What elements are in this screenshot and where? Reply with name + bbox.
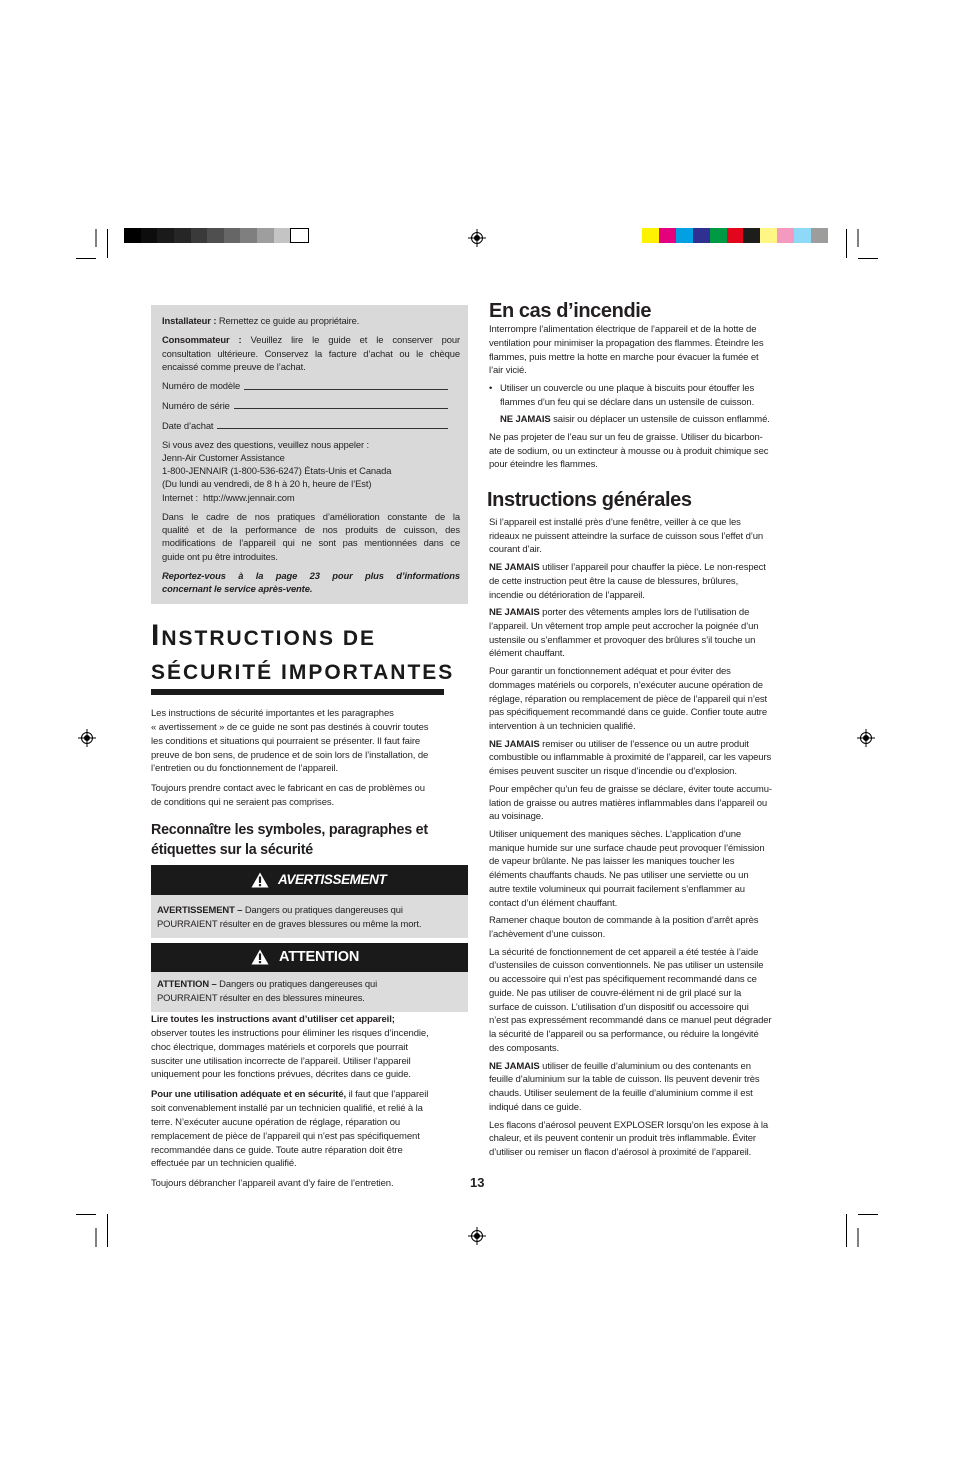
text-line bbox=[489, 738, 809, 752]
general-heading: Instructions générales bbox=[487, 488, 692, 511]
text-line: terre. N’exécuter aucune opération de réglage, réparation ou bbox=[151, 1116, 401, 1128]
grayscale-bar bbox=[124, 228, 309, 243]
gray-swatch bbox=[274, 228, 291, 243]
model-number-field bbox=[162, 379, 448, 392]
text-line: élément chauffant. bbox=[489, 648, 565, 660]
text-line: encaissé comme preuve de l’achat. bbox=[162, 360, 306, 372]
warning-label: AVERTISSEMENT bbox=[278, 872, 387, 887]
text-line: manique humide sur une surface chaude peut provoquer l’émission bbox=[489, 842, 765, 854]
caution-signal-bar bbox=[151, 943, 468, 972]
text-line bbox=[489, 1060, 809, 1074]
color-swatch bbox=[710, 228, 727, 243]
bold-lead: NE JAMAIS bbox=[489, 607, 540, 619]
text-line: les conditions et situations qui pourraient se présenter. Il faut faire bbox=[151, 735, 421, 747]
color-swatch bbox=[811, 228, 828, 243]
info-box-top bbox=[162, 314, 460, 373]
general-safety-left bbox=[151, 1013, 468, 1191]
title-line: SÉCURITÉ IMPORTANTES bbox=[151, 661, 455, 684]
bold-lead: Installateur : bbox=[162, 315, 217, 326]
text-line: dommages matériels ou corporels, n’exécuter aucune opération de bbox=[489, 679, 763, 691]
paragraph bbox=[489, 323, 809, 378]
text-line: pour éteindre les flammes. bbox=[489, 459, 598, 471]
text-line: l’appareil. Un vêtement trop ample peut accrocher la poignée d’un bbox=[489, 620, 759, 632]
text-line: Si l’appareil est installé près d’une fenêtre, veiller à ce que les bbox=[489, 516, 741, 528]
blank-line bbox=[217, 419, 448, 429]
text-line: incendie ou détérioration de l’appareil. bbox=[489, 589, 645, 601]
text-line bbox=[151, 1013, 468, 1027]
gray-swatch bbox=[240, 228, 257, 243]
text-line: rideaux ne puissent atteindre la surface de cuisson sous l’effet d’un bbox=[489, 530, 764, 542]
purchase-fields bbox=[162, 379, 448, 431]
text-line: Toujours prendre contact avec le fabricant en cas de problèmes ou bbox=[151, 783, 425, 795]
bold-lead: NE JAMAIS bbox=[489, 1060, 540, 1072]
text-line: observer toutes les instructions pour éliminer les risques d’incendie, bbox=[151, 1027, 429, 1039]
gray-swatch bbox=[141, 228, 158, 243]
registration-mark-left bbox=[78, 729, 96, 747]
text-line: susciter une utilisation incorrecte de l’appareil. Utiliser l’appareil bbox=[151, 1055, 411, 1067]
registration-mark-right bbox=[857, 729, 875, 747]
section-heading bbox=[151, 820, 428, 860]
text-line: de conditions qui ne seraient pas comprises. bbox=[151, 797, 335, 809]
text-line: 1-800-JENNAIR (1-800-536-6247) États-Unis et Canada bbox=[162, 465, 392, 477]
text-run: il faut que l’appareil bbox=[346, 1089, 429, 1101]
bold-lead: AVERTISSEMENT – bbox=[157, 904, 243, 915]
text-line: lation de graisse ou autres matières inflammables dans l’appareil ou bbox=[489, 797, 768, 809]
color-swatch bbox=[676, 228, 693, 243]
bold-lead: Pour une utilisation adéquate et en sécurité, bbox=[151, 1089, 347, 1101]
text-line: POURRAIENT résulter en des blessures mineures. bbox=[157, 992, 365, 1003]
text-line: preuve de bon sens, de prudence et de soin lors de l’installation, de bbox=[151, 749, 429, 761]
text-line: au voisinage. bbox=[489, 811, 544, 823]
text-line bbox=[151, 1088, 468, 1102]
field-label: Numéro de série bbox=[162, 399, 230, 411]
gray-swatch bbox=[207, 228, 224, 243]
color-swatch bbox=[693, 228, 710, 243]
text-line: Dans le cadre de nos pratiques d’amélioration constante de la bbox=[162, 510, 460, 522]
text-line: des composants. bbox=[489, 1042, 560, 1054]
paragraph bbox=[489, 1119, 809, 1160]
paragraph bbox=[489, 946, 809, 1056]
text-line: qualité et de la performance de nos produits de cuisson, des bbox=[162, 524, 460, 536]
text-line: surface de cuisson. L’utilisation d’un dispositif ou accessoire qui bbox=[489, 1001, 749, 1013]
bold-lead: Consommateur : bbox=[162, 334, 242, 346]
text-line: uniquement pour les fonctions prévues, décrites dans ce guide. bbox=[151, 1069, 411, 1081]
paragraph bbox=[151, 1088, 468, 1171]
paragraph bbox=[489, 561, 809, 602]
text-run: saisir ou déplacer un ustensile de cuisson enflammé. bbox=[550, 414, 770, 426]
text-line: ate de sodium, ou un extincteur à mousse ou à produit chimique sec bbox=[489, 445, 769, 457]
field-label: Date d’achat bbox=[162, 419, 214, 431]
title-line: INSTRUCTIONS DE bbox=[151, 619, 377, 652]
text-line: Pour empêcher qu’un feu de graisse se déclare, éviter toute accumu- bbox=[489, 783, 772, 795]
bold-lead: Lire toutes les instructions avant d’utiliser cet appareil; bbox=[151, 1014, 395, 1025]
paragraph bbox=[489, 738, 809, 779]
color-swatch bbox=[777, 228, 794, 243]
paragraph bbox=[489, 413, 809, 427]
text-line bbox=[162, 333, 460, 346]
page-number: 13 bbox=[470, 1175, 485, 1190]
text-line: flammes d’un feu qui se déclare dans un ustensile de cuisson. bbox=[500, 396, 755, 408]
text-run: utiliser l’appareil pour chauffer la pièce. Le non-respect bbox=[539, 562, 766, 573]
text-line: modifications de l’appareil qui ne sont pas mentionnées dans ce bbox=[162, 537, 460, 549]
text-line: réglage, réparation ou remplacement de pièce de l’appareil qui n’est bbox=[489, 693, 768, 705]
text-line: Si vous avez des questions, veuillez nous appeler : bbox=[162, 438, 370, 450]
text-line: ustensile ou s’enflammer et provoquer des brûlures s’il touche un bbox=[489, 634, 756, 646]
registration-mark-bottom bbox=[468, 1227, 486, 1245]
warning-triangle-icon bbox=[251, 949, 269, 965]
text-line: Utiliser uniquement des maniques sèches. L’application d’une bbox=[489, 828, 742, 840]
text-line: combustible ou inflammable à proximité de l’appareil, car les vapeurs bbox=[489, 752, 772, 764]
color-swatch bbox=[743, 228, 760, 243]
text-line: guide. Ne pas utiliser de couvre-élément ni de gril placé sur la bbox=[489, 987, 742, 999]
text-line: d’utiliser ou remiser un flacon d’aérosol à proximité de l’appareil. bbox=[489, 1147, 752, 1159]
text-line: ventilation pour minimiser la propagation des flammes. Éteindre les bbox=[489, 337, 764, 349]
text-line bbox=[162, 314, 460, 327]
text-line: Jenn-Air Customer Assistance bbox=[162, 451, 285, 463]
title-underline bbox=[151, 689, 444, 695]
text-line: Les instructions de sécurité importantes et les paragraphes bbox=[151, 708, 394, 719]
gray-swatch bbox=[191, 228, 208, 243]
text-run: remiser ou utiliser de l’essence ou un autre produit bbox=[539, 738, 749, 750]
text-run: porter des vêtements amples lors de l’utilisation de bbox=[539, 607, 750, 619]
color-swatch bbox=[642, 228, 659, 243]
text-line: n’est pas expressément recommandé dans ce manuel peut dégrader bbox=[489, 1015, 772, 1027]
paragraph bbox=[151, 707, 468, 776]
gray-swatch bbox=[157, 228, 174, 243]
text-line: Utiliser un couvercle ou une plaque à biscuits pour étouffer les bbox=[500, 382, 755, 394]
text-line: pas spécifiquement recommandé dans ce guide. Confier toute autre bbox=[489, 707, 768, 719]
field-label: Numéro de modèle bbox=[162, 380, 241, 392]
general-section bbox=[489, 516, 809, 1160]
text-line: Ne pas projeter de l’eau sur un feu de graisse. Utiliser du bicarbon- bbox=[489, 431, 763, 443]
text-line: émises peuvent susciter un risque d’incendie ou d’explosion. bbox=[489, 766, 737, 778]
text-line: Reportez-vous à la page 23 pour plus d’informations bbox=[162, 569, 460, 581]
paragraph bbox=[151, 782, 468, 810]
right-column bbox=[489, 300, 809, 1160]
paragraph bbox=[489, 665, 809, 734]
text-line: d’ustensiles de cuisson conventionnels. Ne pas utiliser un ustensile bbox=[489, 960, 764, 972]
text-line bbox=[157, 903, 468, 917]
intro-section bbox=[151, 707, 468, 810]
text-line: l’air vicié. bbox=[489, 365, 527, 377]
caution-description bbox=[151, 972, 468, 1012]
paragraph bbox=[489, 606, 809, 661]
paragraph bbox=[489, 783, 809, 824]
paragraph bbox=[162, 510, 460, 563]
blank-line bbox=[244, 379, 448, 389]
text-run: Dangers ou pratiques dangereuses qui bbox=[216, 978, 378, 989]
paragraph bbox=[489, 516, 809, 557]
text-line bbox=[500, 413, 809, 427]
paragraph bbox=[489, 828, 809, 911]
text-line: chaleur, et ils peuvent contenir un produit très inflammable. Éviter bbox=[489, 1133, 756, 1145]
purchase-date-field bbox=[162, 419, 448, 432]
text-line bbox=[157, 977, 468, 991]
text-line: Pour garantir un fonctionnement adéquat et pour éviter des bbox=[489, 666, 731, 678]
color-swatch bbox=[760, 228, 777, 243]
text-line: indiqué dans ce guide. bbox=[489, 1101, 582, 1113]
text-line: concernant le service après-vente. bbox=[162, 583, 313, 595]
text-run: utiliser de feuille d’aluminium ou des contenants en bbox=[539, 1060, 751, 1072]
info-box-bottom bbox=[162, 438, 460, 596]
text-line: contact d’un élément chauffant. bbox=[489, 897, 618, 909]
text-line bbox=[489, 561, 809, 575]
text-line bbox=[489, 606, 809, 620]
paragraph bbox=[162, 333, 460, 373]
paragraph bbox=[489, 914, 809, 942]
text-line: la sécurité de l’appareil ou sa performance, ou réduire la longévité bbox=[489, 1029, 759, 1041]
paragraph bbox=[489, 1060, 809, 1115]
text-line: Les flacons d’aérosol peuvent EXPLOSER lorsqu’on les expose à la bbox=[489, 1119, 769, 1131]
bold-lead: NE JAMAIS bbox=[489, 738, 540, 750]
warning-description bbox=[151, 895, 468, 938]
fire-heading: En cas d’incendie bbox=[489, 300, 652, 322]
text-line: consultation ultérieure. Conservez la facture d’achat ou le chèque bbox=[162, 347, 460, 359]
text-line: choc électrique, dommages matériels et corporels que pourrait bbox=[151, 1041, 408, 1053]
heading-line: étiquettes sur la sécurité bbox=[151, 842, 313, 858]
fire-section bbox=[489, 323, 809, 472]
gray-swatch bbox=[290, 228, 309, 243]
text-line: effectuée par un technicien qualifié. bbox=[151, 1158, 297, 1170]
paragraph bbox=[151, 1013, 468, 1082]
text-line: feuille d’aluminium sur la table de cuisson. Ils peuvent devenir très bbox=[489, 1074, 760, 1086]
text-line: ou accessoire qui n’est pas spécifiquement recommandé dans ce bbox=[489, 974, 757, 986]
gray-swatch bbox=[224, 228, 241, 243]
text-run: Veuillez lire le guide et le conserver pour bbox=[241, 334, 460, 346]
text-line: remplacement de pièce de l’appareil qui n’est pas spécifiquement bbox=[151, 1130, 420, 1142]
text-line: soit convenablement installé par un technicien qualifié, et relié à la bbox=[151, 1103, 423, 1115]
gray-swatch bbox=[124, 228, 141, 243]
gray-swatch bbox=[174, 228, 191, 243]
color-swatch bbox=[659, 228, 676, 243]
paragraph bbox=[162, 569, 460, 595]
color-swatch bbox=[794, 228, 811, 243]
text-line: La sécurité de fonctionnement de cet appareil a été testée à l’aide bbox=[489, 946, 759, 958]
text-line: Toujours débrancher l’appareil avant d’y faire de l’entretien. bbox=[151, 1178, 394, 1190]
info-box bbox=[151, 305, 468, 604]
color-swatch bbox=[727, 228, 744, 243]
page-title bbox=[151, 619, 454, 690]
paragraph bbox=[151, 1177, 468, 1191]
text-line: guide ont pu être introduites. bbox=[162, 550, 278, 562]
gray-swatch bbox=[257, 228, 274, 243]
text-line: flammes, puis mettre la hotte en marche pour évacuer la fumée et bbox=[489, 351, 759, 363]
text-line: de vapeur brûlante. Ne pas laisser les maniques toucher les bbox=[489, 856, 735, 868]
text-line: (Du lundi au vendredi, de 8 h à 20 h, heure de l’Est) bbox=[162, 478, 372, 490]
text-line: autre textile volumineux qui pourrait facilement s’enflammer au bbox=[489, 883, 745, 895]
text-line: l’entretien ou du fonctionnement de l’appareil. bbox=[151, 763, 339, 775]
warning-triangle-icon bbox=[251, 872, 269, 888]
text-line: Ramener chaque bouton de commande à la position d’arrêt après bbox=[489, 915, 759, 927]
heading-line: Reconnaître les symboles, paragraphes et bbox=[151, 822, 428, 838]
serial-number-field bbox=[162, 399, 448, 412]
paragraph bbox=[489, 431, 809, 472]
bold-lead: NE JAMAIS bbox=[489, 562, 540, 573]
bold-lead: ATTENTION – bbox=[157, 978, 217, 989]
text-line: éléments chauffants chauds. Ne pas utiliser une serviette ou un bbox=[489, 870, 749, 882]
text-line: Interrompre l’alimentation électrique de l’appareil et de la hotte de bbox=[489, 324, 757, 335]
paragraph bbox=[162, 314, 460, 327]
text-line: Internet : http://www.jennair.com bbox=[162, 491, 295, 503]
color-calibration-bar bbox=[642, 228, 828, 243]
bold-lead: NE JAMAIS bbox=[500, 414, 551, 426]
warning-signal-bar bbox=[151, 865, 468, 895]
text-line: chauds. Utiliser seulement de la feuille d’aluminium comme il est bbox=[489, 1088, 753, 1100]
text-line: l’achèvement d’une cuisson. bbox=[489, 929, 606, 941]
blank-line bbox=[234, 399, 448, 409]
caution-label: ATTENTION bbox=[279, 949, 360, 965]
text-line: « avertissement » de ce guide ne sont pas destinés à couvrir toutes bbox=[151, 721, 429, 733]
text-run: Remettez ce guide au propriétaire. bbox=[216, 315, 360, 326]
text-line: POURRAIENT résulter en de graves blessures ou même la mort. bbox=[157, 918, 422, 929]
text-line: intervention à un technicien qualifié. bbox=[489, 721, 636, 733]
text-line: recommandée dans ce guide. Toute autre réparation doit être bbox=[151, 1144, 403, 1156]
text-line: courant d’air. bbox=[489, 544, 542, 556]
text-run: Dangers ou pratiques dangereuses qui bbox=[242, 904, 403, 915]
registration-mark-top bbox=[468, 229, 486, 247]
paragraph bbox=[162, 438, 460, 504]
bullet-item bbox=[489, 382, 809, 410]
text-line: de cette instruction peut être la cause de blessures, brûlures, bbox=[489, 575, 739, 587]
bullet-marker: • bbox=[489, 382, 493, 394]
